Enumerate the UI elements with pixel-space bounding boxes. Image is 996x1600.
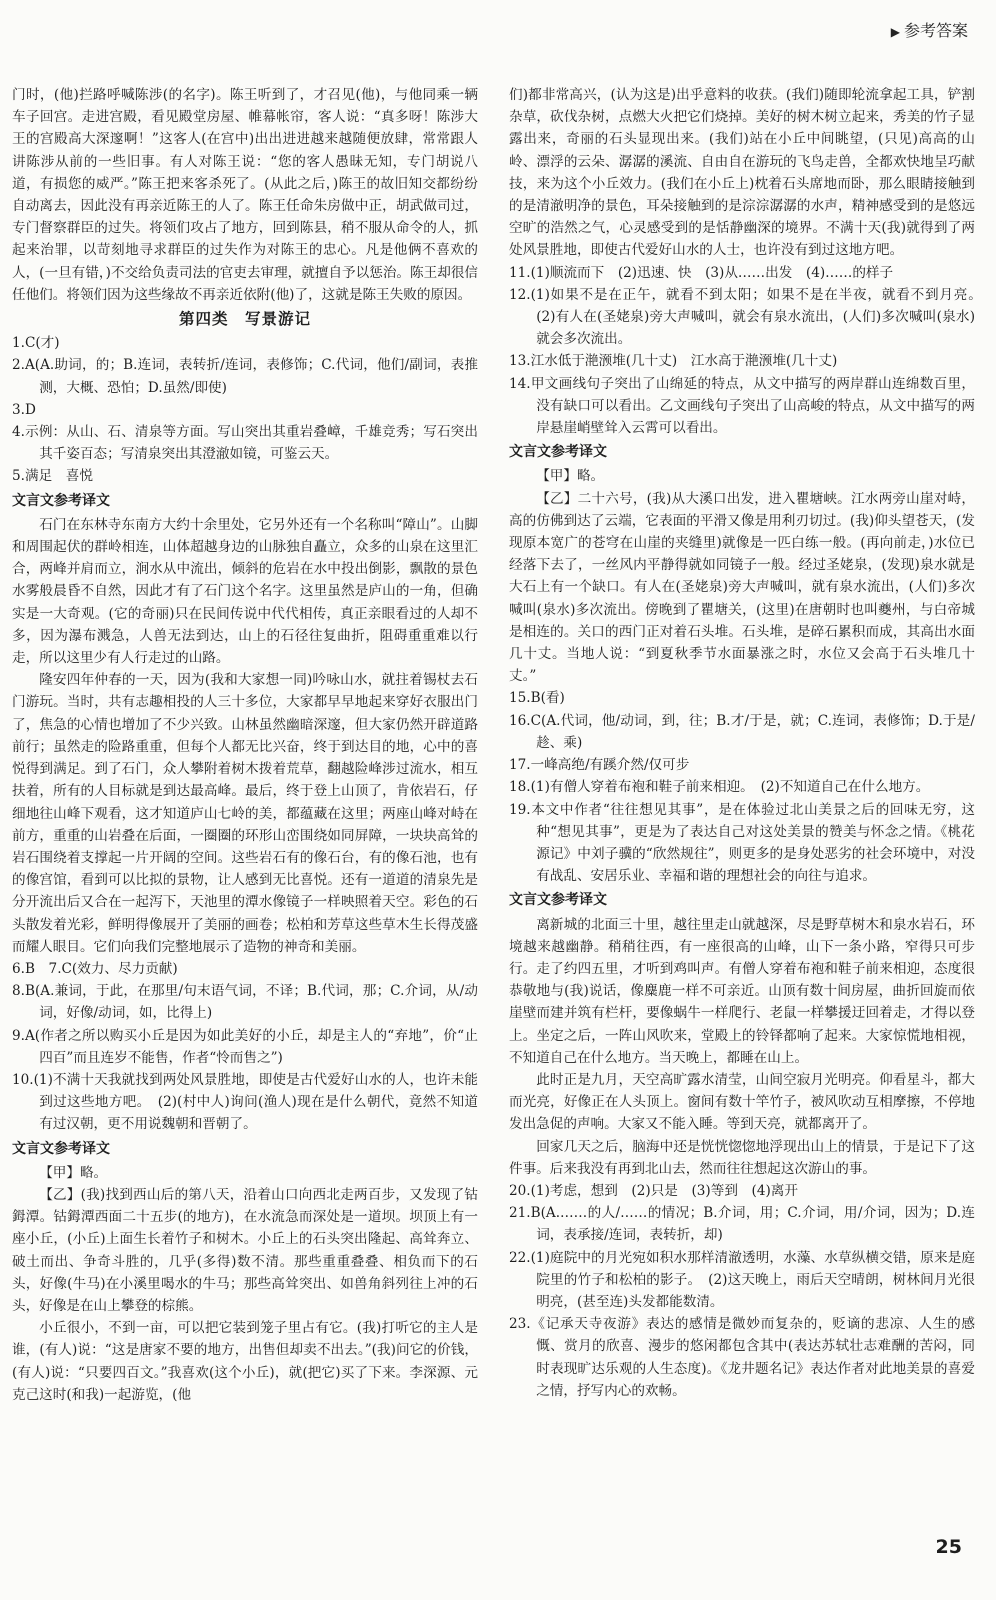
answer-paragraph: 离新城的北面三十里，越往里走山就越深，尽是野草树木和泉水岩石，环境越来越幽静。稍稍往西，有一座很高的山峰，山下一条小路，窄得只可步行。走了约四五里，才听到鸡叫声。有僧人穿着布袍和鞋子前来相迎，态度很恭敬地与(我)说话，像麋鹿一样不可亲近。山顶有数十间房屋，曲折回旋而依崖壁而建并筑有栏杆，要像蜗牛一样爬行、老鼠一样攀援迂回着走，才得以登上。坐定之后，一阵山风吹来，堂殿上的铃铎都响了起来。大家惊慌地相视，不知道自己在什么地方。当天晚上，都睡在山上。 <box>509 916 975 1066</box>
answer-paragraph: 【甲】略。 <box>536 468 605 485</box>
answer-paragraph: 8.B(A.兼词，于此，在那里/句末语气词，不译；B.代词，那；C.介词，从/动词，好像/动词，如，比得上) <box>12 983 478 1022</box>
answer-paragraph: 18.(1)有僧人穿着布袍和鞋子前来相迎。 (2)不知道自己在什么地方。 <box>509 779 930 796</box>
section-header <box>891 18 968 41</box>
answer-paragraph: 9.A(作者之所以购买小丘是因为如此美好的小丘，却是主人的“弃地”，价“止四百”而且连岁不能售，作者“怜而售之”) <box>12 1027 478 1066</box>
answer-paragraph: 门时，(他)拦路呼喊陈涉(的名字)。陈王听到了，才召见(他)，与他同乘一辆车子回宫。走进宫殿，看见殿堂房屋、帷幕帐帘，客人说：“真多呀！陈涉大王的宫殿高大深邃啊！”这客人(在宫中)出出进进越来越随便放肆，常常跟人讲陈涉从前的一些旧事。有人对陈王说：“您的客人愚昧无知，专门胡说八道，有损您的威严。”陈王把来客杀死了。(从此之后，)陈王的故旧知交都纷纷自动离去，因此没有再亲近陈王的人了。陈王任命朱房做中正，胡武做司过，专门督察群臣的过失。将领们攻占了地方，回到陈县，稍不服从命令的人，抓起来治罪，以苛刻地寻求群臣的过失作为对陈王的忠心。凡是他俩不喜欢的人，(一旦有错，)不交给负责司法的官吏去审理，就擅自予以惩治。陈王却很信任他们。将领们因为这些缘故不再亲近依附(他)了，这就是陈王失败的原因。 <box>12 87 478 303</box>
answer-paragraph: 们)都非常高兴，(认为这是)出乎意料的收获。(我们)随即轮流拿起工具，铲割杂草，砍伐杂树，点燃大火把它们烧掉。美好的树木树立起来，秀美的竹子显露出来，奇丽的石头显现出来。(我们)站在小丘中间眺望，(只见)高高的山岭、漂浮的云朵、潺潺的溪流、自由自在游玩的飞鸟走兽，全都欢快地呈巧献技，来为这个小丘效力。(我们在小丘上)枕着石头席地而卧，那么眼睛接触到的是清澈明净的景色，耳朵接触到的是淙淙潺潺的水声，精神感受到的是悠远空旷的浩然之气，心灵感受到的是恬静幽深的境界。不满十天(我)就得到了两处风景胜地，即使古代爱好山水的人士，也许没有到过这地方吧。 <box>509 87 975 259</box>
translation-heading: 文言文参考译文 <box>509 444 607 461</box>
triangle-icon: ▶ <box>890 25 900 39</box>
translation-heading: 文言文参考译文 <box>12 1140 110 1157</box>
answer-paragraph: 11.(1)顺流而下 (2)迅速、快 (3)从……出发 (4)……的样子 <box>509 264 894 281</box>
answer-paragraph: 【乙】二十六号，(我)从大溪口出发，进入瞿塘峡。江水两旁山崖对峙，高的仿佛到达了云端，它表面的平滑又像是用利刃切过。(我)仰头望苍天，(发现原本宽广的苍穹在山崖的夹缝里)就像是一匹白练一般。(再向前走，)水位已经落下去了，一丝风内平静得就如同镜子一般。经过圣姥泉，(发现)泉水就是大石上有一个缺口。有人在(圣姥泉)旁大声喊叫，就有泉水流出，(人们)多次喊叫(泉水)多次流出。傍晚到了瞿塘关，(这里)在唐朝时也叫夔州，与白帝城是相连的。关口的西门正对着石头堆。石头堆，是碎石累积而成，其高出水面几十丈。当地人说：“到夏秋季节水面暴涨之时，水位又会高于石头堆几十丈。” <box>509 490 975 685</box>
answer-paragraph: 22.(1)庭院中的月光宛如积水那样清澈透明，水藻、水草纵横交错，原来是庭院里的竹子和松柏的影子。 (2)这天晚上，雨后天空晴朗，树林间月光很明亮，(甚至连)头发都能数清。 <box>509 1249 975 1310</box>
answer-paragraph: 1.C(才) <box>12 335 60 352</box>
answer-paragraph: 13.江水低于滟滪堆(几十丈) 江水高于滟滪堆(几十丈) <box>509 353 838 370</box>
section-title: 第四类 写景游记 <box>178 310 311 329</box>
answer-paragraph: 4.示例：从山、石、清泉等方面。写山突出其重岩叠嶂，千雄竞秀；写石突出其千姿百态；写清泉突出其澄澈如镜，可鉴云天。 <box>12 424 478 463</box>
translation-heading: 文言文参考译文 <box>12 492 110 509</box>
answer-paragraph: 此时正是九月，天空高旷露水清莹，山间空寂月光明亮。仰看星斗，都大而光亮，好像正在人头顶上。窗间有数十竿竹子，被风吹动互相摩擦，不停地发出急促的声响。大家又不能入睡。等到天亮，就都离开了。 <box>509 1071 975 1133</box>
answer-paragraph: 【乙】(我)找到西山后的第八天，沿着山口向西北走两百步，又发现了钴鉧潭。钴鉧潭西面二十五步(的地方)，在水流急而深处是一道坝。坝顶上有一座小丘，(小丘)上面生长着竹子和树木。小丘上的石头突出隆起、高耸奔立、破土而出、争奇斗胜的，几乎(多得)数不清。那些重重叠叠、相负而下的石头，好像(牛马)在小溪里喝水的牛马；那些高耸突出、如兽角斜列往上冲的石头，好像是在山上攀登的棕熊。 <box>12 1186 478 1314</box>
answer-paragraph: 隆安四年仲春的一天，因为(我和大家想一同)吟咏山水，就拄着锡杖去石门游玩。当时，共有志趣相投的人三十多位，大家都早早地起来穿好衣服出门了，焦急的心情也增加了不少兴致。山林虽然幽暗深邃，但大家仍然开辟道路前行；虽然走的险路重重，但每个人都无比兴奋，终于到达目的地，心中的喜悦得到满足。到了石门，众人攀附着树木拨着荒草，翻越险峰涉过流水，相互扶着，所有的人目标就是到达最高峰。最后，终于登上山顶了，肯依岩石，仔细地往山峰下观看，这才知道庐山七岭的美，都蕴藏在这里；两座山峰对峙在前方，重重的山岩叠在后面，一圈圈的环形山峦围绕如同屏障，一块块高耸的岩石围绕着支撑起一片开阔的空间。这些岩石有的像石台，有的像石池，也有的像宫馆，看到可以比拟的景物，让人感到无比喜悦。还有一道道的清泉先是分开流出后又合在一起泻下，天池里的潭水像镜子一样映照着天空。彩色的石头散发着光彩，鲜明得像展开了美丽的画卷；松柏和芳草这些草木生长得茂盛而耀人眼目。它们向我们完整地展示了造物的神奇和美丽。 <box>12 672 478 955</box>
answer-paragraph: 14.甲文画线句子突出了山绵延的特点，从文中描写的两岸群山连绵数百里，没有缺口可以看出。乙文画线句子突出了山高峻的特点，从文中描写的两岸悬崖峭壁耸入云霄可以看出。 <box>509 375 975 437</box>
answer-paragraph: 小丘很小，不到一亩，可以把它装到笼子里占有它。(我)打听它的主人是谁，(有人)说：“这是唐家不要的地方，出售但却卖不出去。”(我)问它的价钱，(有人)说：“只要四百文。”我喜欢(这个小丘)，就(把它)买了下来。李深源、元克己这时(和我)一起游览，(他 <box>12 1320 478 1403</box>
answer-paragraph: 17.一峰高绝/有蹊介然/仅可步 <box>509 757 690 774</box>
right-column <box>509 84 989 1402</box>
answer-paragraph: 12.(1)如果不是在正午，就看不到太阳；如果不是在半夜，就看不到月亮。 (2)有人在(圣姥泉)旁大声喊叫，就会有泉水流出，(人们)多次喊叫(泉水)就会多次流出。 <box>509 286 989 348</box>
answer-paragraph: 23.《记承天寺夜游》表达的感情是微妙而复杂的，贬谪的悲凉、人生的感慨、赏月的欣喜、漫步的悠闲都包含其中(表达苏轼壮志难酬的苦闷，同时表现旷达乐观的人生态度)。《龙井题名记》表达作者对此地美景的喜爱之情，抒写内心的欢畅。 <box>509 1316 975 1399</box>
answer-paragraph: 10.(1)不满十天我就找到两处风景胜地，即使是古代爱好山水的人，也许未能到过这些地方吧。 (2)(村中人)询问(渔人)现在是什么朝代，竟然不知道有过汉朝，更不用说魏朝和晋朝了。 <box>12 1071 478 1133</box>
answer-paragraph: 5.满足 喜悦 <box>12 468 93 485</box>
translation-heading: 文言文参考译文 <box>509 892 607 909</box>
header-label: 参考答案 <box>903 21 968 40</box>
answer-paragraph: 19.本文中作者“往往想见其事”，是在体验过北山美景之后的回味无穷，这种“想见其事”，更是为了表达自己对这处美景的赞美与怀念之情。《桃花源记》中刘子骥的“欣然规往”，则更多的是身处恶劣的社会环境中，对没有战乱、安居乐业、幸福和谐的理想社会的向往与追求。 <box>509 801 975 885</box>
page-number: 25 <box>935 1536 962 1558</box>
answer-paragraph: 回家几天之后，脑海中还是恍恍惚惚地浮现出山上的情景，于是记下了这件事。后来我没有再到北山去，然而往往想起这次游山的事。 <box>509 1138 975 1177</box>
answer-paragraph: 15.B(看) <box>509 690 565 707</box>
answer-paragraph: 3.D <box>12 401 36 418</box>
answer-paragraph: 2.A(A.助词，的；B.连词，表转折/连词，表修饰；C.代词，他们/副词，表推测，大概、恐怕；D.虽然/即使) <box>12 357 478 396</box>
answer-paragraph: 16.C(A.代词，他/动词，到，往；B.才/于是，就；C.连词，表修饰；D.于是/趁、乘) <box>509 712 975 751</box>
answer-paragraph: 【甲】略。 <box>39 1164 108 1181</box>
answer-paragraph: 20.(1)考虑，想到 (2)只是 (3)等到 (4)离开 <box>509 1182 798 1199</box>
answer-paragraph: 石门在东林寺东南方大约十余里处，它另外还有一个名称叫“障山”。山脚和周围起伏的群岭相连，山体超越身边的山脉独自矗立，众多的山泉在这里汇合，两峰并肩而立，涧水从中流出，倾斜的危岩在水中投出倒影，飘散的景色水雾般晨昏不自然，因此才有了石门这个名字。这里虽然是庐山的一角，但确实是一大奇观。(它的奇丽)只在民间传说中代代相传，真正亲眼看过的人却不多，因为瀑布溅急，人兽无法到达，山上的石径往复曲折，阻碍重重难以行走，所以这里少有人行走过的山路。 <box>12 516 478 667</box>
answer-paragraph: 21.B(A.……的人/……的情况；B.介词，用；C.介词，用/介词，因为；D.连词，表承接/连词，表转折，却) <box>509 1205 975 1244</box>
left-column <box>12 84 478 1406</box>
answer-paragraph: 6.B 7.C(效力、尽力贡献) <box>12 960 178 977</box>
